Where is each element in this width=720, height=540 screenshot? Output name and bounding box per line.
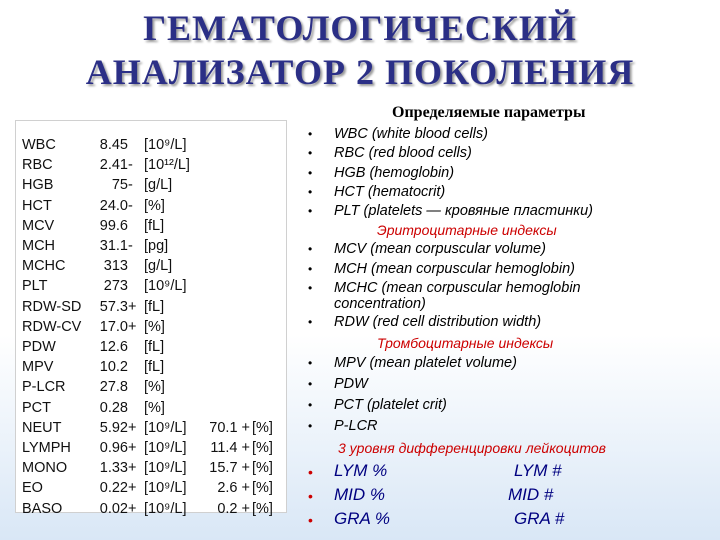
lab-name: HCT: [22, 197, 52, 214]
leuko-gra-abs: GRA #: [514, 509, 565, 528]
lab-flag: +: [128, 318, 137, 335]
lab-percent-unit: [%]: [252, 440, 273, 456]
lab-row-mono: [16, 460, 286, 479]
lab-value: 313: [103, 258, 128, 275]
lab-value: 99.6: [99, 217, 128, 234]
lab-unit: [fL]: [144, 339, 165, 355]
lab-flag: +: [128, 440, 137, 456]
lab-unit: [10⁹/L]: [144, 460, 187, 477]
lab-percent-unit: [%]: [252, 419, 273, 436]
thrombo-header: Тромбоцитарные индексы: [377, 335, 554, 351]
lab-percent: 70.1 +: [209, 419, 250, 436]
lab-name: BASO: [22, 500, 63, 517]
lab-row-pct: [16, 400, 286, 419]
lab-value: 0.28: [99, 399, 128, 416]
leuko-lym-abs: LYM #: [514, 461, 562, 480]
lab-value: 75: [111, 177, 128, 194]
lab-unit: [10⁹/L]: [144, 137, 187, 153]
lab-unit: [g/L]: [144, 258, 173, 275]
bullet: •: [308, 185, 313, 199]
lab-value: 5.92: [99, 419, 128, 436]
bullet: •: [308, 204, 313, 218]
lab-name: MCV: [22, 217, 55, 234]
lab-name: PLT: [22, 278, 48, 295]
leuko-header: 3 уровня дифференцировки лейкоцитов: [338, 440, 606, 456]
lab-unit: [10⁹/L]: [144, 440, 187, 456]
param-rbc: RBC (red blood cells): [334, 145, 472, 161]
lab-value: 0.22: [99, 480, 128, 497]
title-line-1: ГЕМАТОЛОГИЧЕСКИЙ: [143, 8, 577, 48]
lab-name: MCHC: [22, 258, 66, 275]
lab-unit: [%]: [144, 379, 165, 396]
lab-percent-unit: [%]: [252, 500, 273, 517]
lab-unit: [10⁹/L]: [144, 480, 187, 497]
leuko-lym-pct: LYM %: [334, 461, 388, 480]
bullet: •: [308, 398, 313, 412]
param-mpv: MPV (mean platelet volume): [334, 355, 517, 371]
lab-percent-unit: [%]: [252, 480, 273, 497]
lab-name: EO: [22, 480, 43, 497]
lab-flag: -: [128, 238, 133, 254]
lab-unit: [%]: [144, 318, 165, 335]
title-line-2: АНАЛИЗАТОР 2 ПОКОЛЕНИЯ: [85, 52, 635, 92]
bullet: •: [308, 242, 313, 256]
lab-row-wbc: [16, 137, 286, 156]
lab-value: 57.3: [99, 298, 128, 315]
lab-row-mpv: [16, 359, 286, 378]
lab-unit: [g/L]: [144, 177, 173, 194]
lab-row-pdw: [16, 339, 286, 358]
param-mchc: MCHC (mean corpuscular hemoglobin concentration): [334, 280, 581, 312]
lab-row-rbc: [16, 157, 286, 176]
lab-name: RDW-SD: [22, 298, 82, 315]
lab-flag: +: [128, 480, 137, 497]
lab-value: 10.2: [99, 359, 128, 376]
lab-flag: +: [128, 500, 137, 517]
lab-row-hct: [16, 198, 286, 217]
lab-value: 0.02: [99, 500, 128, 517]
bullet: •: [308, 146, 313, 160]
lab-name: RBC: [22, 157, 53, 174]
lab-row-p-lcr: [16, 379, 286, 398]
param-rdw: RDW (red cell distribution width): [334, 314, 542, 330]
lab-row-plt: [16, 278, 286, 297]
lab-row-rdw-cv: [16, 319, 286, 338]
lab-value: 1.33: [99, 460, 128, 477]
lab-name: P-LCR: [22, 379, 66, 396]
lab-value: 273: [103, 278, 128, 295]
lab-flag: -: [128, 157, 133, 174]
lab-name: WBC: [22, 137, 56, 153]
lab-percent: 0.2 +: [217, 500, 250, 517]
lab-name: LYMPH: [22, 440, 71, 456]
bullet: •: [308, 356, 313, 370]
section-subtitle: Определяемые параметры: [392, 104, 586, 121]
lab-percent: 11.4 +: [210, 440, 250, 456]
param-mch: MCH (mean corpuscular hemoglobin): [334, 261, 575, 277]
lab-unit: [10⁹/L]: [144, 419, 187, 436]
lab-name: HGB: [22, 177, 54, 194]
lab-row-mchc: [16, 258, 286, 277]
lab-flag: +: [128, 419, 137, 436]
lab-name: RDW-CV: [22, 318, 82, 335]
lab-percent-unit: [%]: [252, 460, 273, 477]
lab-value: 8.45: [99, 137, 128, 153]
leuko-gra-pct: GRA %: [334, 509, 391, 528]
param-plt: PLT (platelets — кровяные пластинки): [334, 203, 593, 219]
lab-name: MPV: [22, 359, 54, 376]
lab-unit: [10¹²/L]: [144, 157, 190, 174]
lab-flag: +: [128, 298, 137, 315]
lab-unit: [10⁹/L]: [144, 500, 187, 517]
lab-unit: [10⁹/L]: [144, 278, 187, 295]
lab-unit: [%]: [144, 399, 165, 416]
leuko-mid-pct: MID %: [334, 485, 385, 504]
lab-unit: [fL]: [144, 359, 165, 376]
lab-value: 27.8: [99, 379, 128, 396]
lab-value: 17.0: [99, 318, 128, 335]
param-pct: PCT (platelet crit): [334, 397, 447, 413]
lab-name: NEUT: [22, 419, 62, 436]
bullet: •: [308, 464, 313, 480]
lab-row-rdw-sd: [16, 299, 286, 318]
lab-unit: [%]: [144, 197, 165, 214]
lab-percent: 15.7 +: [209, 460, 250, 477]
lab-percent: 2.6 +: [217, 480, 250, 497]
lab-flag: +: [128, 460, 137, 477]
lab-value: 31.1: [99, 238, 128, 254]
bullet: •: [308, 377, 313, 391]
param-wbc: WBC (white blood cells): [334, 126, 488, 142]
bullet: •: [308, 419, 313, 433]
lab-row-mcv: [16, 218, 286, 237]
bullet: •: [308, 488, 313, 504]
lab-flag: -: [128, 197, 133, 214]
lab-row-hgb: [16, 177, 286, 196]
param-hct: HCT (hematocrit): [334, 184, 446, 200]
param-pdw: PDW: [334, 376, 368, 392]
lab-name: PCT: [22, 399, 51, 416]
bullet: •: [308, 127, 313, 141]
param-mcv: MCV (mean corpuscular volume): [334, 241, 546, 257]
lab-value: 2.41: [99, 157, 128, 174]
lab-row-eo: [16, 480, 286, 499]
bullet: •: [308, 512, 313, 528]
lab-results-printout: [15, 120, 287, 517]
lab-value: 0.96: [99, 440, 128, 456]
bullet: •: [308, 281, 313, 295]
lab-unit: [fL]: [144, 217, 165, 234]
bullet: •: [308, 262, 313, 276]
lab-flag: -: [128, 177, 133, 194]
lab-name: MCH: [22, 238, 56, 254]
bullet: •: [308, 166, 313, 180]
lab-row-lymph: [16, 440, 286, 459]
lab-row-mch: [16, 238, 286, 257]
lab-row-neut: [16, 420, 286, 439]
lab-value: 12.6: [99, 339, 128, 355]
lab-name: PDW: [22, 339, 56, 355]
erythro-header: Эритроцитарные индексы: [377, 222, 557, 238]
lab-name: MONO: [22, 460, 68, 477]
param-hgb: HGB (hemoglobin): [334, 165, 455, 181]
lab-value: 24.0: [99, 197, 128, 214]
leuko-mid-abs: MID #: [508, 485, 554, 504]
lab-unit: [fL]: [144, 298, 165, 315]
param-plcr: P-LCR: [334, 418, 378, 434]
bullet: •: [308, 315, 313, 329]
lab-unit: [pg]: [144, 238, 169, 254]
lab-row-baso: [16, 501, 286, 520]
